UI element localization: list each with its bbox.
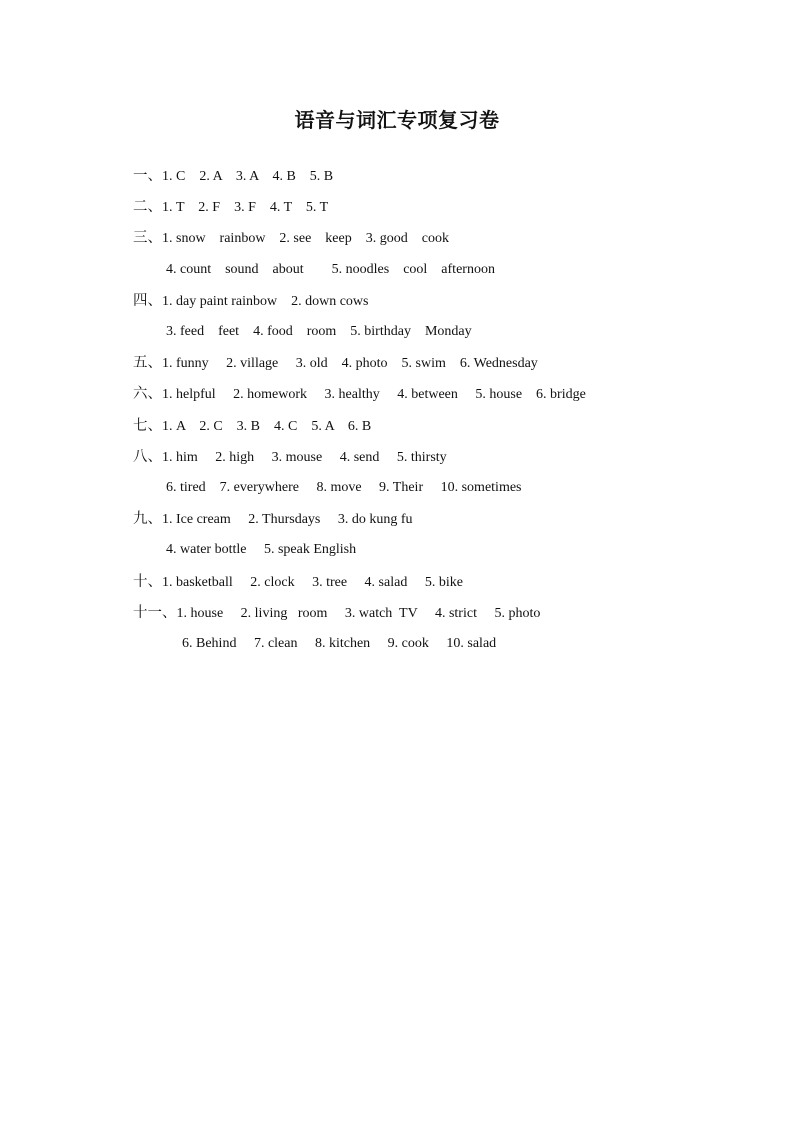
answer-line-6 — [152, 299, 472, 339]
answer-items: 1. day paint rainbow 2. down cows — [162, 294, 369, 309]
answer-line-9 — [119, 393, 372, 434]
answer-items: 1. snow rainbow 2. see keep 3. good cook — [162, 231, 449, 246]
section-number: 九、 — [133, 511, 162, 527]
answer-items: 1. A 2. C 3. B 4. C 5. A 6. B — [162, 419, 372, 434]
section-number: 八、 — [133, 449, 162, 465]
section-number: 六、 — [133, 386, 162, 402]
answer-items: 1. funny 2. village 3. old 4. photo 5. swim 6. Wednesday — [162, 356, 538, 371]
answer-items: 4. water bottle 5. speak English — [166, 542, 357, 557]
answer-items: 1. Ice cream 2. Thursdays 3. do kung fu — [162, 512, 413, 527]
section-number: 十一、 — [133, 605, 177, 621]
answer-line-3 — [119, 205, 449, 246]
answer-items: 1. house 2. living room 3. watch TV 4. strict 5. photo — [176, 606, 541, 621]
answer-line-1 — [119, 143, 334, 184]
answer-line-7 — [119, 330, 538, 371]
answer-items: 6. Behind 7. clean 8. kitchen 9. cook 10. salad — [182, 636, 497, 651]
section-number: 五、 — [133, 355, 162, 371]
answer-items: 1. him 2. high 3. mouse 4. send 5. thirsty — [162, 450, 447, 465]
section-number: 三、 — [133, 230, 162, 246]
answer-line-5 — [119, 268, 369, 309]
answer-line-12 — [119, 486, 413, 527]
answer-items: 1. T 2. F 3. F 4. T 5. T — [162, 200, 329, 215]
answer-items: 1. helpful 2. homework 3. healthy 4. between 5. house 6. bridge — [162, 387, 586, 402]
answer-items: 4. count sound about 5. noodles cool afternoon — [166, 262, 495, 277]
answer-items: 3. feed feet 4. food room 5. birthday Monday — [166, 324, 472, 339]
section-number: 二、 — [133, 199, 162, 215]
answer-line-16 — [168, 611, 497, 651]
section-number: 七、 — [133, 418, 162, 434]
answer-line-2 — [119, 174, 329, 215]
section-number: 十、 — [133, 574, 162, 590]
answer-line-10 — [119, 424, 447, 465]
section-number: 四、 — [133, 293, 162, 309]
answer-line-15 — [119, 580, 541, 621]
answer-items: 6. tired 7. everywhere 8. move 9. Their 10. sometimes — [166, 480, 522, 495]
page-title: 语音与词汇专项复习卷 — [294, 108, 500, 132]
answer-line-14 — [119, 549, 463, 590]
answer-items: 1. C 2. A 3. A 4. B 5. B — [162, 169, 334, 184]
answer-line-8 — [119, 361, 586, 402]
answer-line-13 — [152, 517, 357, 557]
answer-items: 1. basketball 2. clock 3. tree 4. salad 5. bike — [162, 575, 463, 590]
answer-line-4 — [152, 237, 495, 277]
answer-line-11 — [152, 455, 522, 495]
section-number: 一、 — [133, 168, 162, 184]
